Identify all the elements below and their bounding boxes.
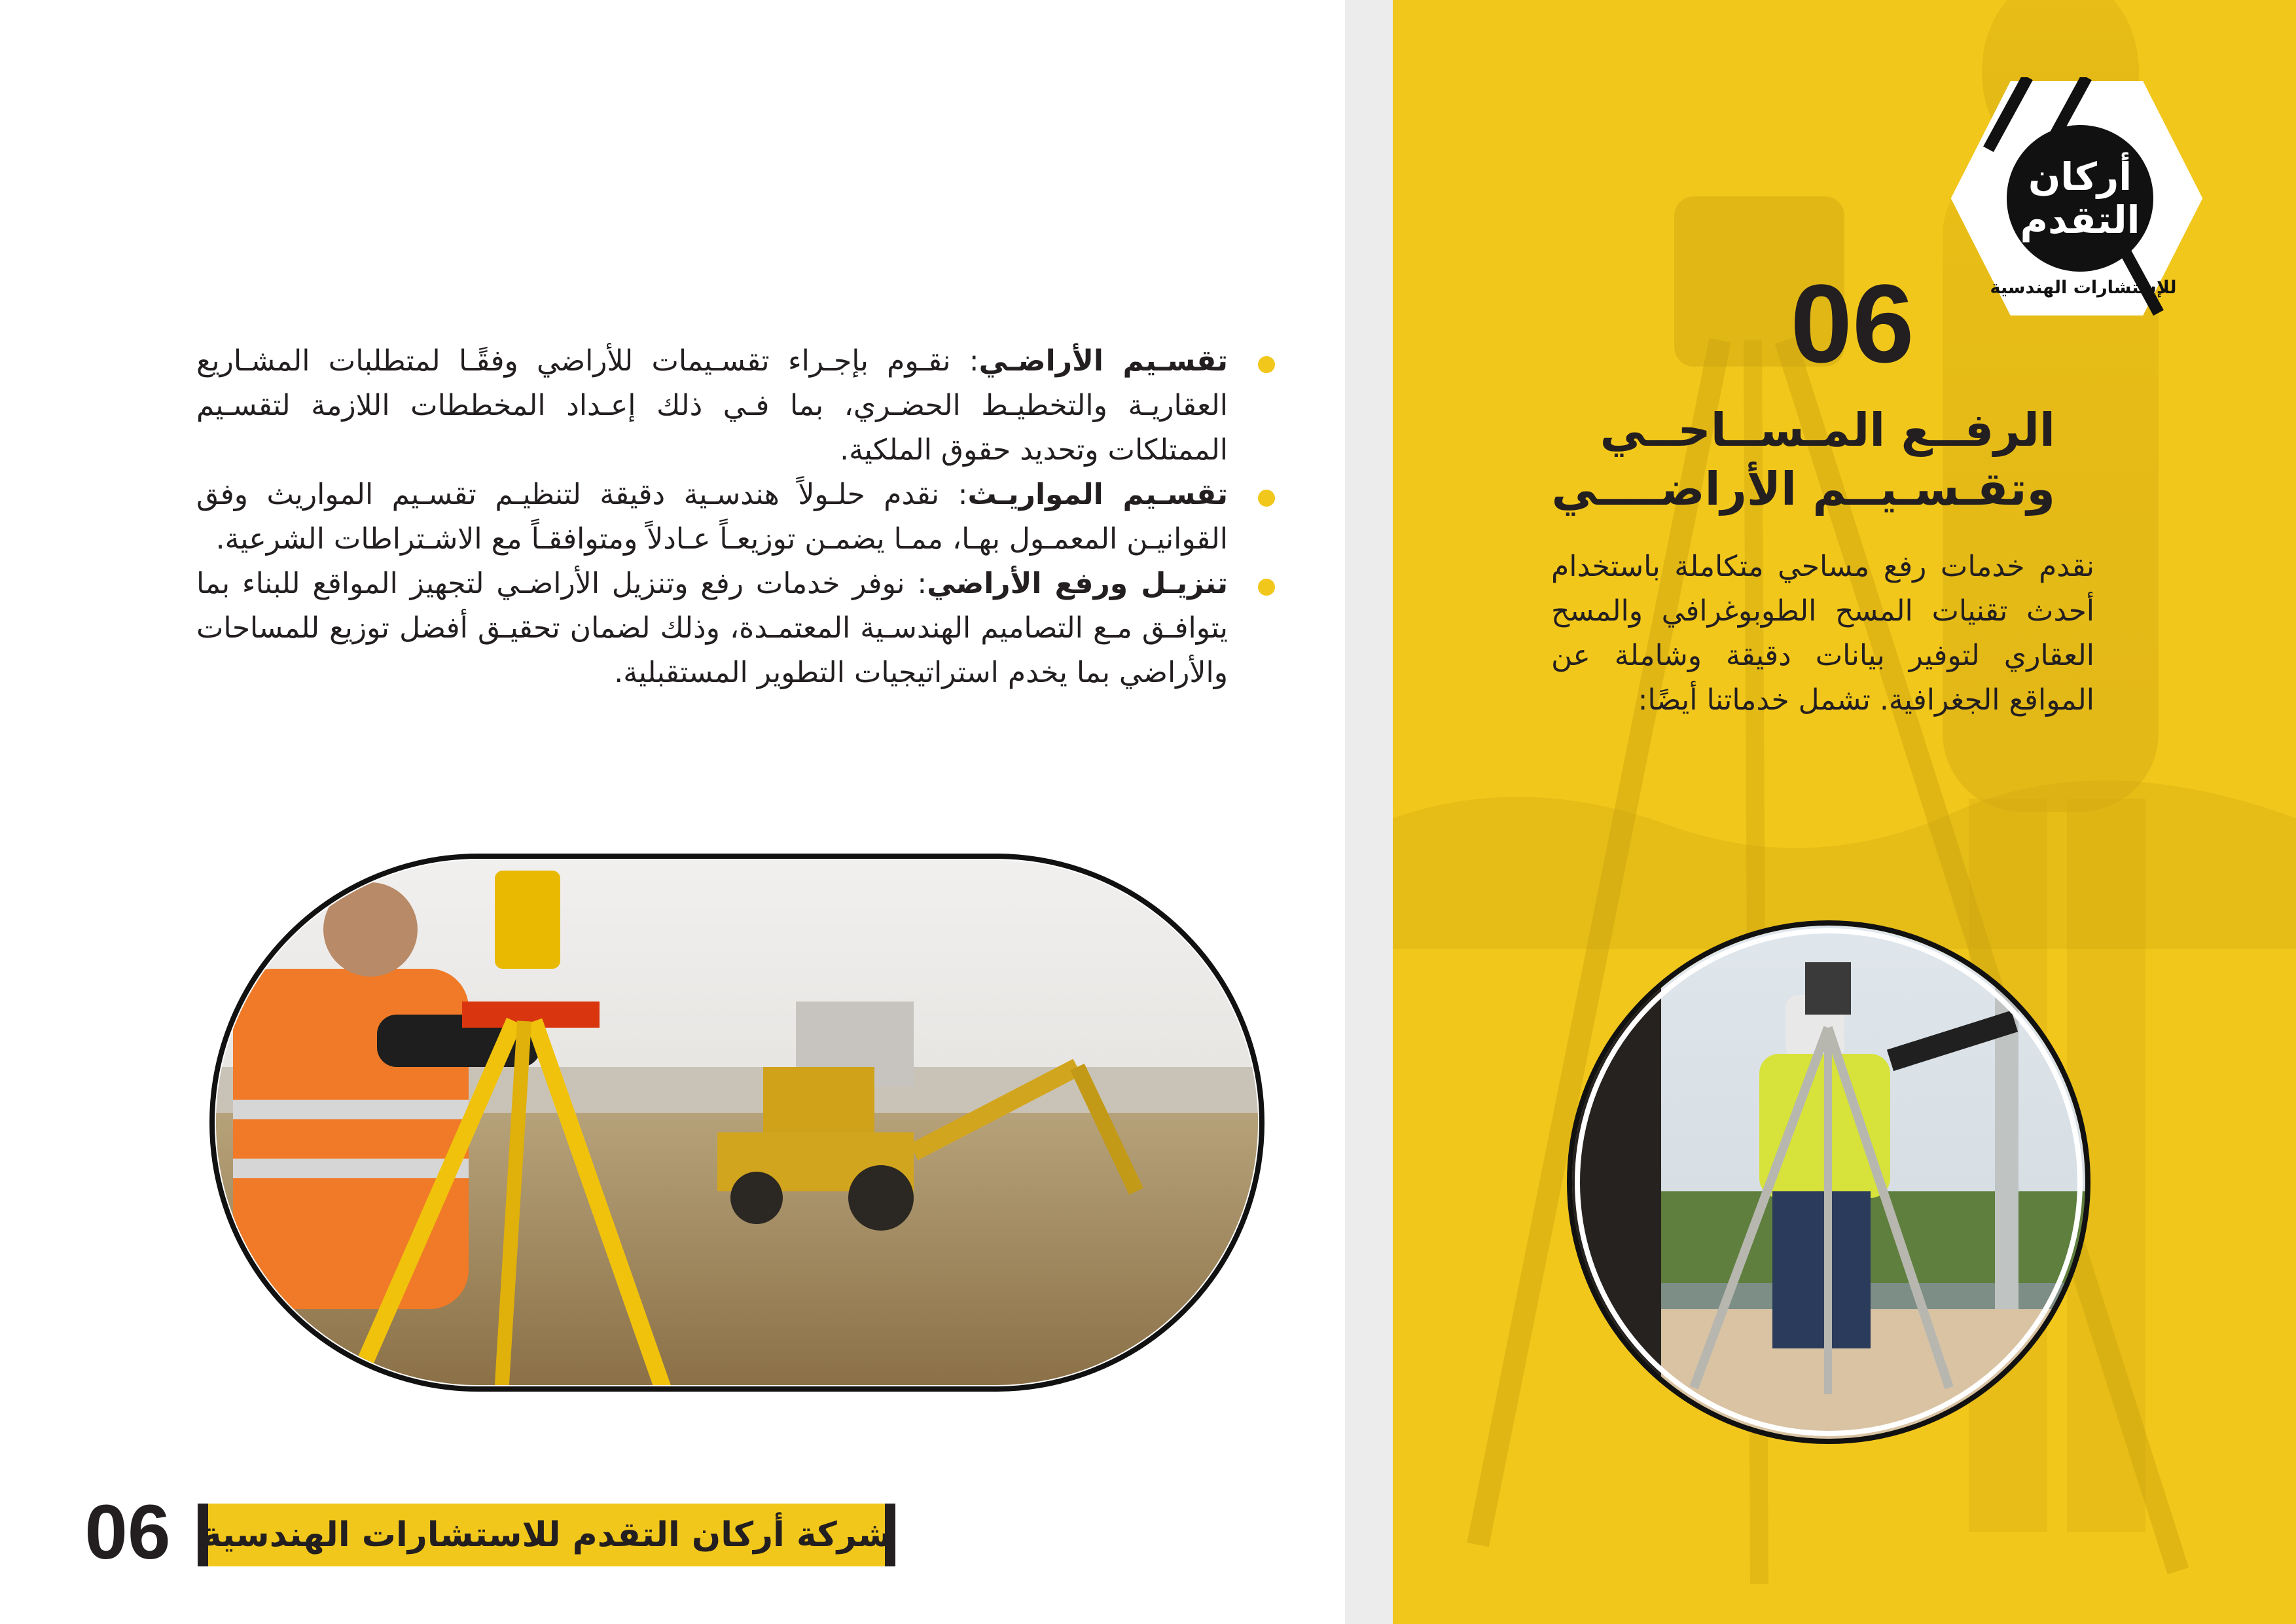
service-item bbox=[196, 562, 1275, 695]
service-term: تقسـيم الأراضـي bbox=[978, 344, 1228, 378]
service-item bbox=[196, 339, 1275, 473]
surveyor-circle-photo bbox=[1563, 916, 2094, 1448]
service-term: تنزيـل ورفع الأراضي bbox=[927, 567, 1228, 600]
surveyor-field-photo bbox=[207, 851, 1267, 1394]
service-item bbox=[196, 473, 1275, 562]
services-list bbox=[196, 339, 1275, 695]
bullet-dot-icon bbox=[1258, 579, 1275, 596]
logo-subtitle: للإستشارات الهندسية bbox=[1990, 278, 2177, 298]
bullet-dot-icon bbox=[1258, 490, 1275, 507]
service-term: تقسـيم المواريـث bbox=[967, 478, 1228, 511]
section-title-line1: الرفــع المـســاحــي bbox=[1600, 403, 2055, 457]
section-intro: نقدم خدمات رفع مساحي متكاملة باستخدام أحدث تقنيات المسح الطوبوغرافي والمسح العقاري لتوفير بيانات دقيقة وشاملة عن المواقع الجغرافية. تشمل خدماتنا أيضًا: bbox=[1551, 550, 2094, 717]
section-number: 06 bbox=[1790, 262, 1914, 386]
section-title-line2: وتقـسـيــم الأراضــــي bbox=[1551, 462, 2055, 516]
page-number: 06 bbox=[84, 1489, 171, 1576]
footer-company-name: شركة أركان التقدم للاستشارات الهندسية bbox=[201, 1515, 892, 1555]
service-description: : نقدم حلـولاً هندسـية دقيقة لتنظيـم تقسـيم المواريث وفق القوانيـن المعمـول بهـا، ممـا يضمـن توزيعـاً عـادلاً ومتوافقـاً مع الاشـتراطات الشرعية. bbox=[196, 478, 1228, 556]
logo-wordmark-line2: التقدم bbox=[2020, 198, 2140, 242]
divider-strip bbox=[1345, 0, 1393, 1624]
footer-bar bbox=[198, 1504, 895, 1566]
section-title bbox=[1505, 401, 2055, 518]
service-description: : نقـوم بإجـراء تقسـيمات للأراضي وفقًـا لمتطلبات المشـاريع العقاريـة والتخطيـط الحضـري، بما فـي ذلك إعـداد المخططات اللازمة لتقسـيم الممتلكات وتحديد حقوق الملكية. bbox=[196, 344, 1228, 467]
service-description: : نوفر خدمات رفع وتنزيل الأراضـي لتجهيز المواقع للبناء بما يتوافـق مـع التصاميم الهندسـية المعتمـدة، وذلك لضمان تحقيـق أفضل توزيع للمساحات والأراضي بما يخدم استراتيجيات التطوير المستقبلية. bbox=[196, 567, 1228, 689]
bullet-dot-icon bbox=[1258, 356, 1275, 373]
logo-wordmark-line1: أركان bbox=[2028, 154, 2132, 199]
